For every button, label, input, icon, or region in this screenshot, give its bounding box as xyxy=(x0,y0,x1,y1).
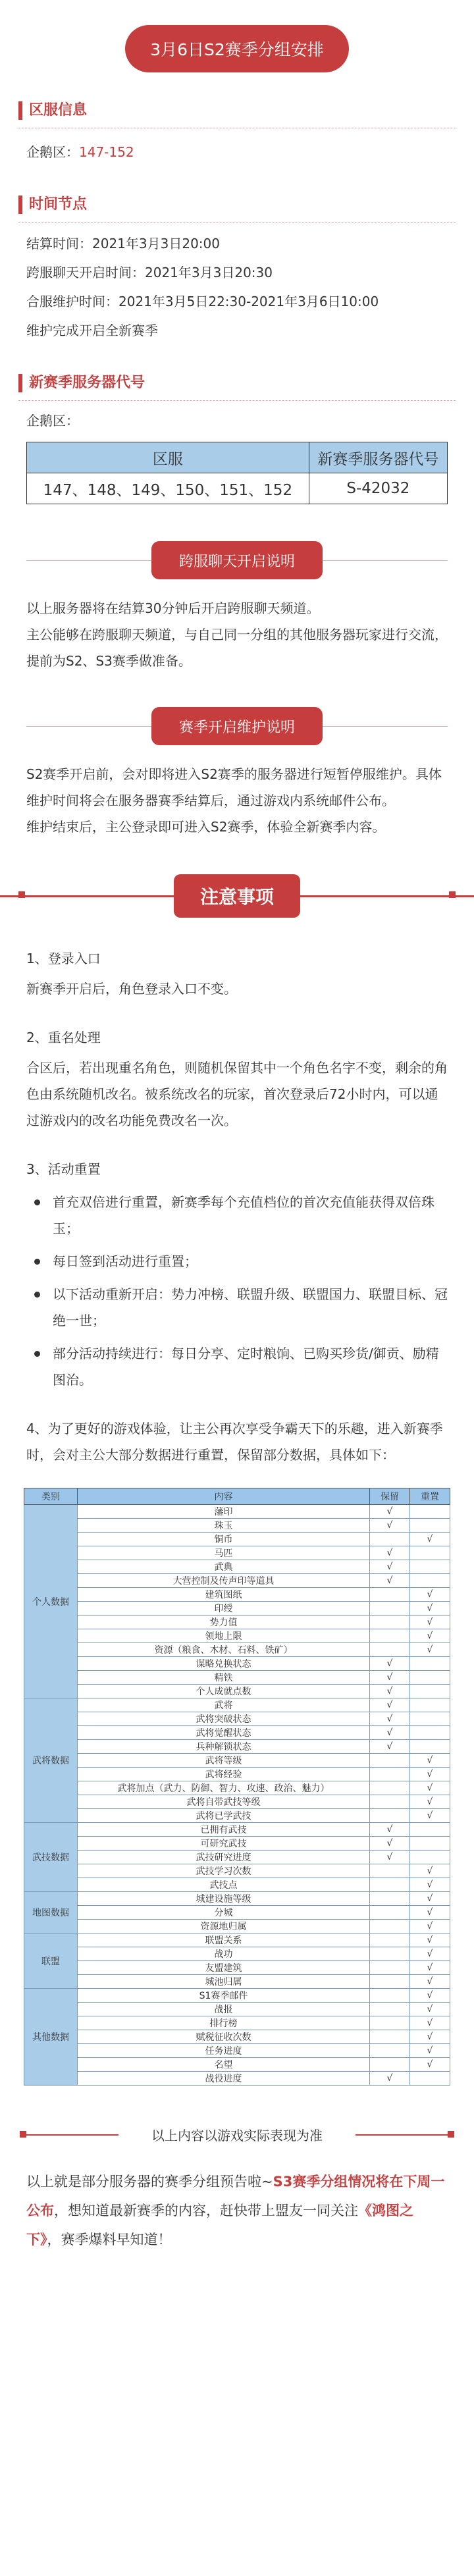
table-header: 区服 xyxy=(27,442,309,473)
table-category: 联盟 xyxy=(24,1933,78,1989)
article xyxy=(0,25,474,2274)
reset-mark xyxy=(410,1519,450,1533)
keep-mark xyxy=(370,1864,410,1878)
reset-mark: √ xyxy=(410,2058,450,2072)
table-row xyxy=(24,1671,450,1685)
keep-mark xyxy=(370,1602,410,1616)
keep-mark xyxy=(370,1906,410,1920)
keep-mark xyxy=(370,1947,410,1961)
keep-mark: √ xyxy=(370,1671,410,1685)
table-row xyxy=(24,1533,450,1546)
table-content: 武将加点（武力、防御、智力、攻速、政治、魅力） xyxy=(78,1781,370,1795)
keep-mark xyxy=(370,2030,410,2044)
time-line: 结算时间：2021年3月3日20:00 xyxy=(26,236,220,251)
table-content: 印绶 xyxy=(78,1602,370,1616)
keep-mark: √ xyxy=(370,1740,410,1754)
reset-mark: √ xyxy=(410,1933,450,1947)
table-row xyxy=(24,1781,450,1795)
keep-mark: √ xyxy=(370,1823,410,1837)
chat-paragraph: 以上服务器将在结算30分钟后开启跨服聊天频道。 xyxy=(26,600,320,616)
keep-mark xyxy=(370,2003,410,2016)
table-row xyxy=(24,1754,450,1768)
section-heading-time: 时间节点 xyxy=(18,196,456,214)
table-content: 排行榜 xyxy=(78,2016,370,2030)
table-row xyxy=(24,1989,450,2003)
notice-title: 注意事项 xyxy=(174,874,300,918)
data-reset-table xyxy=(24,1488,450,2086)
table-row xyxy=(24,1629,450,1643)
keep-mark xyxy=(370,1588,410,1602)
reset-mark xyxy=(410,1698,450,1712)
table-header: 内容 xyxy=(78,1488,370,1505)
reset-mark xyxy=(410,1574,450,1588)
closing-text: ，想知道最新赛季的内容，赶快带上盟友一同关注 xyxy=(54,2203,358,2219)
decor-square xyxy=(20,2131,26,2138)
keep-mark xyxy=(370,1892,410,1906)
table-content: 已拥有武技 xyxy=(78,1823,370,1837)
table-row xyxy=(24,1574,450,1588)
table-content: 名望 xyxy=(78,2058,370,2072)
keep-mark: √ xyxy=(370,1657,410,1671)
table-cell: 147、148、149、150、151、152 xyxy=(27,473,309,504)
table-row xyxy=(24,1588,450,1602)
notice-item-title: 2、重名处理 xyxy=(26,1030,101,1045)
table-content: 城池归属 xyxy=(78,1975,370,1989)
reset-mark: √ xyxy=(410,1643,450,1657)
table-content: 友盟建筑 xyxy=(78,1961,370,1975)
reset-mark: √ xyxy=(410,1809,450,1823)
table-row xyxy=(24,1878,450,1892)
decor-square xyxy=(18,891,25,898)
reset-mark: √ xyxy=(410,1629,450,1643)
keep-mark xyxy=(370,1768,410,1781)
table-content: 武技学习次数 xyxy=(78,1864,370,1878)
section-heading-region: 区服信息 xyxy=(18,101,456,120)
region-line xyxy=(0,138,474,167)
reset-mark: √ xyxy=(410,1947,450,1961)
table-category: 其他数据 xyxy=(24,1989,78,2086)
table-row xyxy=(24,1657,450,1671)
table-content: 武将经验 xyxy=(78,1768,370,1781)
table-content: 兵种解锁状态 xyxy=(78,1740,370,1754)
closing-highlight: S3赛季分组情况将在下周一公布 xyxy=(26,2174,445,2219)
table-content: 势力值 xyxy=(78,1616,370,1629)
table-content: 武将觉醒状态 xyxy=(78,1726,370,1740)
table-content: 武将 xyxy=(78,1698,370,1712)
keep-mark: √ xyxy=(370,1560,410,1574)
reset-mark: √ xyxy=(410,1864,450,1878)
table-content: 武将突破状态 xyxy=(78,1712,370,1726)
keep-mark xyxy=(370,1629,410,1643)
keep-mark xyxy=(370,1878,410,1892)
table-row xyxy=(24,1961,450,1975)
reset-mark xyxy=(410,1712,450,1726)
keep-mark xyxy=(370,1933,410,1947)
closing-text: 以上就是部分服务器的赛季分组预告啦~ xyxy=(26,2174,273,2190)
reset-mark: √ xyxy=(410,1602,450,1616)
footer-note-wrap xyxy=(0,2121,474,2147)
table-row xyxy=(24,2016,450,2030)
reset-mark: √ xyxy=(410,1768,450,1781)
reset-mark: √ xyxy=(410,1920,450,1933)
table-content: 珠玉 xyxy=(78,1519,370,1533)
notice-item-text: 合区后，若出现重名角色，则随机保留其中一个角色名字不变，剩余的角色由系统随机改名。被系统改名的玩家，首次登录后72小时内，可以通过游戏内的改名功能免费改名一次。 xyxy=(26,1060,448,1128)
maint-paragraph: S2赛季开启前，会对即将进入S2赛季的服务器进行短暂停服维护。具体维护时间将会在服务器赛季结算后，通过游戏内系统邮件公布。 xyxy=(26,766,442,808)
table-category: 个人数据 xyxy=(24,1505,78,1698)
decor-square xyxy=(448,2131,454,2138)
table-row xyxy=(24,1685,450,1698)
maint-banner: 赛季开启维护说明 xyxy=(151,707,323,745)
table-header: 类别 xyxy=(24,1488,78,1505)
table-content: 大营控制及传声印等道具 xyxy=(78,1574,370,1588)
table-row xyxy=(24,1823,450,1837)
reset-mark: √ xyxy=(410,1892,450,1906)
table-content: 任务进度 xyxy=(78,2044,370,2058)
closing-paragraph xyxy=(0,2167,474,2254)
notice-item-title: 3、活动重置 xyxy=(26,1161,101,1177)
keep-mark xyxy=(370,1754,410,1768)
table-row xyxy=(24,1837,450,1851)
table-row xyxy=(24,1560,450,1574)
reset-mark xyxy=(410,1671,450,1685)
reset-mark: √ xyxy=(410,1533,450,1546)
table-content: 赋税征收次数 xyxy=(78,2030,370,2044)
reset-mark xyxy=(410,1685,450,1698)
notice-bullet: 首充双倍进行重置，新赛季每个充值档位的首次充值能获得双倍珠玉； xyxy=(0,1189,474,1242)
notice-bullet: 每日签到活动进行重置； xyxy=(0,1248,474,1275)
divider xyxy=(18,400,456,401)
table-content: 分城 xyxy=(78,1906,370,1920)
table-content: 资源地归属 xyxy=(78,1920,370,1933)
reset-mark xyxy=(410,1560,450,1574)
reset-mark xyxy=(410,1657,450,1671)
table-content: 领地上限 xyxy=(78,1629,370,1643)
keep-mark xyxy=(370,1643,410,1657)
keep-mark xyxy=(370,1809,410,1823)
time-line: 跨服聊天开启时间：2021年3月3日20:30 xyxy=(26,265,273,280)
table-row xyxy=(24,2044,450,2058)
table-content: 可研究武技 xyxy=(78,1837,370,1851)
table-row xyxy=(24,1768,450,1781)
table-row xyxy=(24,1519,450,1533)
table-row xyxy=(24,1864,450,1878)
reset-mark: √ xyxy=(410,1588,450,1602)
time-line: 维护完成开启全新赛季 xyxy=(26,323,158,338)
table-row xyxy=(24,2003,450,2016)
reset-mark: √ xyxy=(410,2030,450,2044)
time-list xyxy=(0,229,474,345)
notice-item-text: 新赛季开启后，角色登录入口不变。 xyxy=(26,981,237,997)
table-category: 地图数据 xyxy=(24,1892,78,1933)
keep-mark: √ xyxy=(370,2072,410,2086)
keep-mark: √ xyxy=(370,1851,410,1864)
keep-mark: √ xyxy=(370,1698,410,1712)
keep-mark xyxy=(370,2058,410,2072)
table-content: 武技研究进度 xyxy=(78,1851,370,1864)
reset-mark: √ xyxy=(410,1961,450,1975)
reset-mark: √ xyxy=(410,1878,450,1892)
keep-mark xyxy=(370,1975,410,1989)
keep-mark xyxy=(370,1795,410,1809)
table-content: 铜币 xyxy=(78,1533,370,1546)
table-row xyxy=(24,1933,450,1947)
keep-mark: √ xyxy=(370,1519,410,1533)
table-header: 重置 xyxy=(410,1488,450,1505)
table-content: 武典 xyxy=(78,1560,370,1574)
keep-mark: √ xyxy=(370,1837,410,1851)
maint-paragraph: 维护结束后，主公登录即可进入S2赛季，体验全新赛季内容。 xyxy=(26,819,386,835)
keep-mark: √ xyxy=(370,1712,410,1726)
table-cell: S-42032 xyxy=(309,473,447,504)
table-row xyxy=(24,1906,450,1920)
reset-mark xyxy=(410,1505,450,1519)
table-row xyxy=(24,1712,450,1726)
table-row xyxy=(24,2072,450,2086)
table-row xyxy=(24,2030,450,2044)
code-label: 企鹅区： xyxy=(26,413,79,429)
reset-mark: √ xyxy=(410,2003,450,2016)
notice-bullet: 部分活动持续进行：每日分享、定时粮饷、已购买珍货/御贡、励精图治。 xyxy=(0,1340,474,1393)
table-header: 新赛季服务器代号 xyxy=(309,442,447,473)
keep-mark xyxy=(370,2016,410,2030)
table-row xyxy=(24,1602,450,1616)
table-row xyxy=(24,1643,450,1657)
table-content: S1赛季邮件 xyxy=(78,1989,370,2003)
reset-mark xyxy=(410,1851,450,1864)
reset-mark: √ xyxy=(410,1781,450,1795)
table-content: 个人成就点数 xyxy=(78,1685,370,1698)
keep-mark xyxy=(370,2044,410,2058)
table-row xyxy=(24,1616,450,1629)
keep-mark xyxy=(370,1616,410,1629)
decor-square xyxy=(449,891,456,898)
reset-mark: √ xyxy=(410,1975,450,1989)
keep-mark xyxy=(370,1989,410,2003)
table-row xyxy=(24,1546,450,1560)
notice-item-title: 1、登录入口 xyxy=(26,951,101,966)
table-content: 武将自带武技等级 xyxy=(78,1795,370,1809)
reset-mark xyxy=(410,1726,450,1740)
table-row xyxy=(24,1505,450,1519)
region-label: 企鹅区： xyxy=(26,144,79,160)
table-row xyxy=(24,1920,450,1933)
table-row xyxy=(24,1698,450,1712)
reset-mark: √ xyxy=(410,2044,450,2058)
reset-mark xyxy=(410,1823,450,1837)
reset-mark xyxy=(410,2072,450,2086)
table-content: 联盟关系 xyxy=(78,1933,370,1947)
closing-text: ，赛季爆料早知道！ xyxy=(47,2232,172,2247)
keep-mark xyxy=(370,1533,410,1546)
keep-mark xyxy=(370,1961,410,1975)
table-row xyxy=(24,1892,450,1906)
table-content: 战役进度 xyxy=(78,2072,370,2086)
keep-mark: √ xyxy=(370,1726,410,1740)
table-category: 武将数据 xyxy=(24,1698,78,1823)
page-title: 3月6日S2赛季分组安排 xyxy=(125,25,349,72)
footer-note: 以上内容以游戏实际表现为准 xyxy=(118,2125,356,2144)
table-content: 武将等级 xyxy=(78,1754,370,1768)
table-content: 武将已学武技 xyxy=(78,1809,370,1823)
table-content: 武技点 xyxy=(78,1878,370,1892)
closing-highlight: 《鸿图之下》 xyxy=(26,2203,413,2247)
section-heading-code: 新赛季服务器代号 xyxy=(18,374,456,392)
table-row xyxy=(24,1726,450,1740)
keep-mark: √ xyxy=(370,1574,410,1588)
notice-banner-wrap xyxy=(0,873,474,919)
divider xyxy=(18,222,456,223)
table-content: 城建设施等级 xyxy=(78,1892,370,1906)
table-row xyxy=(24,1851,450,1864)
table-row xyxy=(24,2058,450,2072)
reset-mark: √ xyxy=(410,2016,450,2030)
table-content: 藩印 xyxy=(78,1505,370,1519)
chat-paragraph: 主公能够在跨服聊天频道，与自己同一分组的其他服务器玩家进行交流，提前为S2、S3赛季做准备。 xyxy=(26,627,448,669)
notice-bullet: 以下活动重新开启：势力冲榜、联盟升级、联盟国力、联盟目标、冠绝一世； xyxy=(0,1281,474,1334)
server-code-table xyxy=(26,442,448,504)
maint-banner-wrap xyxy=(0,707,474,745)
notice-item-text: 4、为了更好的游戏体验，让主公再次享受争霸天下的乐趣，进入新赛季时，会对主公大部分数据进行重置，保留部分数据，具体如下： xyxy=(26,1421,443,1463)
region-value: 147-152 xyxy=(79,144,134,160)
table-row xyxy=(24,1740,450,1754)
reset-mark: √ xyxy=(410,1989,450,2003)
reset-mark: √ xyxy=(410,1754,450,1768)
reset-mark xyxy=(410,1740,450,1754)
table-row xyxy=(24,1809,450,1823)
table-content: 马匹 xyxy=(78,1546,370,1560)
table-content: 精铁 xyxy=(78,1671,370,1685)
table-row xyxy=(24,1947,450,1961)
table-row xyxy=(24,1795,450,1809)
keep-mark: √ xyxy=(370,1546,410,1560)
reset-mark: √ xyxy=(410,1795,450,1809)
reset-mark: √ xyxy=(410,1616,450,1629)
keep-mark: √ xyxy=(370,1685,410,1698)
keep-mark: √ xyxy=(370,1505,410,1519)
table-content: 资源（粮食、木材、石料、铁矿） xyxy=(78,1643,370,1657)
table-content: 建筑图纸 xyxy=(78,1588,370,1602)
time-line: 合服维护时间：2021年3月5日22:30-2021年3月6日10:00 xyxy=(26,294,379,309)
table-content: 谋略兑换状态 xyxy=(78,1657,370,1671)
chat-banner: 跨服聊天开启说明 xyxy=(151,541,323,579)
reset-mark xyxy=(410,1837,450,1851)
reset-mark xyxy=(410,1546,450,1560)
reset-mark: √ xyxy=(410,1906,450,1920)
table-row xyxy=(24,1975,450,1989)
keep-mark xyxy=(370,1920,410,1933)
table-content: 战功 xyxy=(78,1947,370,1961)
table-content: 战报 xyxy=(78,2003,370,2016)
bottom-spacer xyxy=(0,2254,474,2274)
table-header: 保留 xyxy=(370,1488,410,1505)
chat-banner-wrap xyxy=(0,541,474,579)
keep-mark xyxy=(370,1781,410,1795)
table-category: 武技数据 xyxy=(24,1823,78,1892)
